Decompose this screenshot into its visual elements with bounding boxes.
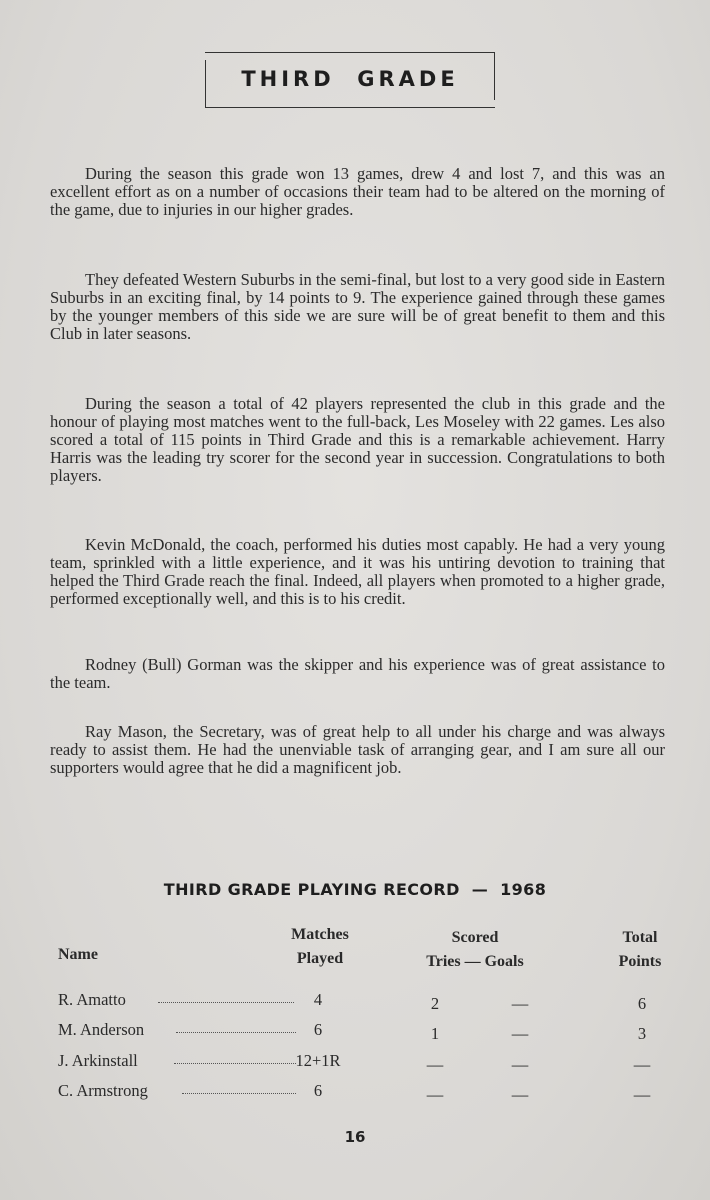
column-header-matches: Matches (291, 926, 349, 943)
goals: — (511, 1024, 529, 1043)
paragraph-coach: Kevin McDonald, the coach, performed his duties most capably. He had a very young team, sprinkled with a little experience, and it was his untiring devotion to training that helped the Third Grade reach the final. Indeed, all players when promoted to a higher grade, performed exceptionally well, and this is to his credit. (50, 534, 665, 609)
table-row (0, 1020, 710, 1046)
page-number: 16 (344, 1128, 366, 1146)
tries: — (426, 1055, 444, 1074)
paragraph-secretary: Ray Mason, the Secretary, was of great help to all under his charge and was always ready to assist them. He had the unenviable task of arranging gear, and I am sure all our supporters would agree that he did a magnificent job. (50, 721, 665, 777)
table-row (0, 990, 710, 1016)
matches-played: 6 (313, 1081, 323, 1100)
player-name: R. Amatto (58, 990, 126, 1009)
total-points: 3 (637, 1024, 647, 1043)
tries: 1 (430, 1024, 440, 1043)
player-name: M. Anderson (58, 1020, 145, 1039)
leader-dots (158, 1002, 294, 1003)
column-header-played: Played (296, 950, 344, 967)
column-header-scored: Scored (451, 929, 499, 946)
column-header-points: Points (618, 953, 662, 970)
total-points: — (633, 1055, 651, 1074)
record-title: THIRD GRADE PLAYING RECORD — 1968 (163, 880, 547, 899)
paragraph-finals: They defeated Western Suburbs in the semi-final, but lost to a very good side in Eastern Suburbs in an exciting final, by 14 points to 9. The experience gained through these games by the younger members of this side we are sure will be of great benefit to them and this Club in later seasons. (50, 269, 665, 344)
tries: 2 (430, 994, 440, 1013)
goals: — (511, 994, 529, 1013)
heading-box-bottom-rule (205, 107, 495, 108)
heading-box (205, 52, 495, 108)
paragraph-skipper: Rodney (Bull) Gorman was the skipper and his experience was of great assistance to the team. (50, 654, 665, 692)
heading-box-top-rule (205, 52, 495, 53)
matches-played: 12+1R (295, 1051, 341, 1070)
total-points: 6 (637, 994, 647, 1013)
goals: — (511, 1055, 529, 1074)
goals: — (511, 1085, 529, 1104)
column-header-name: Name (58, 946, 98, 963)
player-name: C. Armstrong (58, 1081, 148, 1100)
matches-played: 6 (313, 1020, 323, 1039)
tries: — (426, 1085, 444, 1104)
leader-dots (182, 1093, 296, 1094)
table-row (0, 1081, 710, 1107)
leader-dots (176, 1032, 296, 1033)
table-row (0, 1051, 710, 1077)
column-header-total: Total (622, 929, 658, 946)
matches-played: 4 (313, 990, 323, 1009)
page-heading: THIRD GRADE (241, 67, 459, 91)
leader-dots (174, 1063, 296, 1064)
paragraph-players: During the season a total of 42 players represented the club in this grade and the honour of playing most matches went to the full-back, Les Moseley with 22 games. Les also scored a total of 115 points in Third Grade and this is a remarkable achievement. Harry Harris was the leading try scorer for the second year in succession. Congratulations to both players. (50, 393, 665, 486)
column-header-tries-goals: Tries — Goals (426, 953, 524, 970)
player-name: J. Arkinstall (58, 1051, 138, 1070)
paragraph-season-summary: During the season this grade won 13 games, drew 4 and lost 7, and this was an excellent effort as on a number of occasions their team had to be altered on the morning of the game, due to injuries in our higher grades. (50, 163, 665, 219)
total-points: — (633, 1085, 651, 1104)
